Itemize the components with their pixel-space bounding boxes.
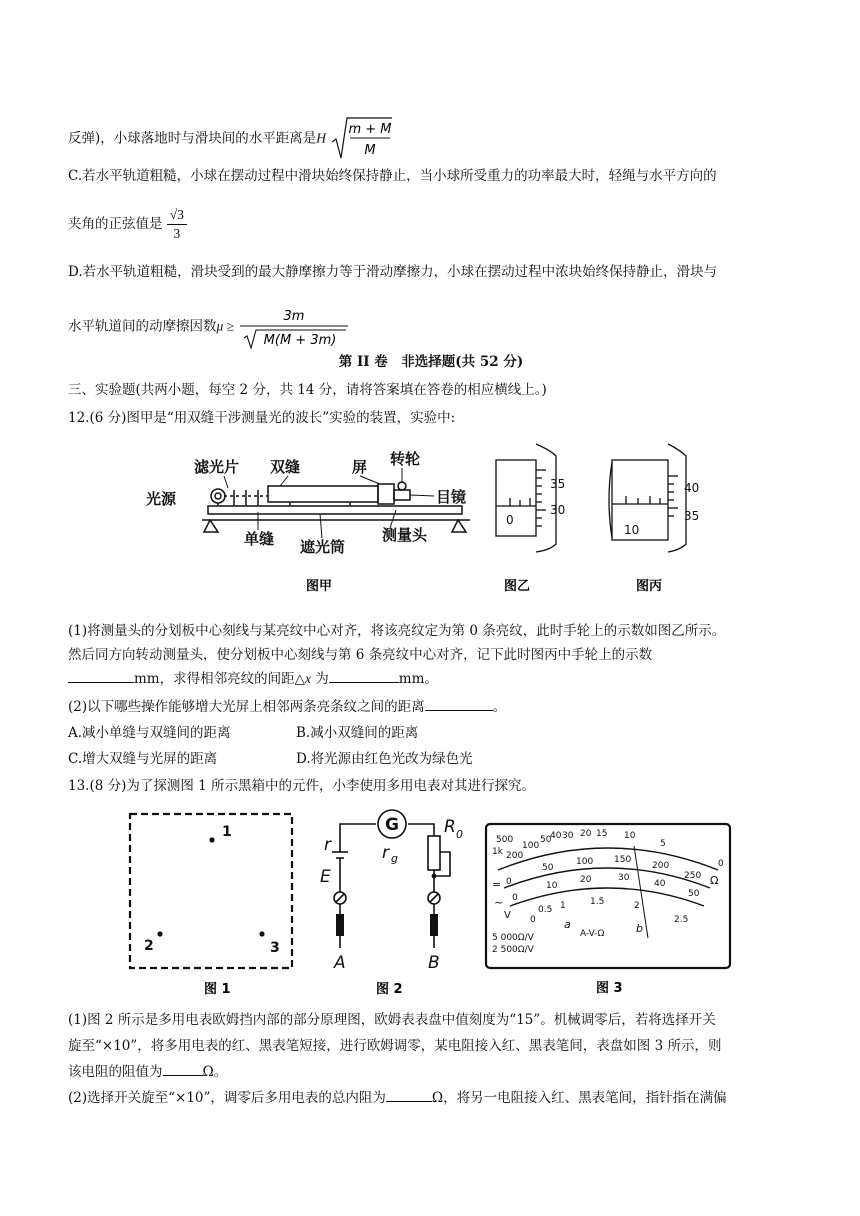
interference-apparatus xyxy=(202,482,470,532)
v-symbol: V xyxy=(504,910,511,921)
label-tube: 遮光筒 xyxy=(300,538,346,556)
dc-200: 200 xyxy=(652,861,670,871)
text: mm，求得相邻亮纹的间距△ xyxy=(134,671,305,687)
dc-150: 150 xyxy=(614,855,632,865)
text: mm。 xyxy=(398,671,438,687)
math-x: x xyxy=(304,671,311,686)
frac-num: m + M xyxy=(348,122,392,137)
text: Ω，将另一电阻接入红、黑表笔间，指针指在满偏 xyxy=(431,1090,727,1106)
sqrt-sign-icon xyxy=(238,304,350,350)
ohm-0: 0 xyxy=(718,859,724,869)
caption-fig-b: 图乙 xyxy=(504,579,531,594)
low-1-5: 1.5 xyxy=(590,897,605,907)
ac-20: 20 xyxy=(580,875,592,885)
ohm-40: 40 xyxy=(550,831,562,841)
label-head: 测量头 xyxy=(382,526,428,544)
math-mu: μ ≥ xyxy=(216,318,235,334)
tick-c-40: 40 xyxy=(684,481,700,495)
label-double-slit: 双缝 xyxy=(270,458,301,476)
q13-fig3-meter xyxy=(484,820,734,998)
sqrt-sign-icon xyxy=(330,116,394,162)
terminal-2 xyxy=(157,931,162,936)
sqrt-fraction xyxy=(330,116,394,162)
q12-part2 xyxy=(68,697,794,717)
q12-part1-line1: (1)将测量头的分划板中心刻线与某亮纹中心对齐，将该亮纹定为第 0 条亮纹，此时手轮上的示数如图乙所示。 xyxy=(68,623,726,639)
terminal-1 xyxy=(209,837,214,842)
spec-1: 5 000Ω/V xyxy=(492,933,534,943)
dc-50: 50 xyxy=(542,863,554,873)
frac-den: 3 xyxy=(173,226,181,241)
q13-part1-line2: 旋至“×10”，将多用电表的红、黑表笔短接，进行欧姆调零，某电阻接入红、黑表笔间，表盘如图 3 所示，则 xyxy=(68,1038,722,1054)
galvanometer-icon: G xyxy=(385,815,399,835)
low-0: 0 xyxy=(530,915,536,925)
probe-a xyxy=(336,914,344,936)
caption-fig-a: 图甲 xyxy=(306,579,333,594)
ac-10: 10 xyxy=(546,881,558,891)
tick-c-35: 35 xyxy=(684,509,700,523)
text: Ω。 xyxy=(202,1064,228,1080)
frac-num: √3 xyxy=(167,206,187,225)
q11-option-b-tail xyxy=(68,116,794,162)
tick-b-0: 0 xyxy=(506,513,514,527)
label-light-source: 光源 xyxy=(146,490,177,508)
frac-num: 3m xyxy=(283,309,305,324)
low-1: 1 xyxy=(560,901,566,911)
label-r: r xyxy=(324,835,331,855)
label-filter: 滤光片 xyxy=(194,458,240,476)
label-rg-sub: g xyxy=(391,852,398,865)
label-eyepiece: 目镜 xyxy=(436,488,467,506)
caption-fig1: 图 1 xyxy=(204,982,231,997)
probe-b xyxy=(430,914,438,936)
low-0-5: 0.5 xyxy=(538,905,553,915)
q12-part1-line3 xyxy=(68,669,794,689)
q11-option-d-line1: D.若水平轨道粗糙，滑块受到的最大静摩擦力等于滑动摩擦力，小球在摆动过程中浓块始终保持静止，滑块与 xyxy=(68,264,718,280)
option-c: C.增大双缝与光屏的距离 xyxy=(68,751,218,767)
q12-options-ab xyxy=(68,723,794,743)
pointer-a-label: a xyxy=(564,918,571,931)
frac-den: M(M + 3m) xyxy=(264,333,337,348)
low-2-5: 2.5 xyxy=(674,915,689,925)
label-r0-sub: 0 xyxy=(456,828,463,841)
label-r0: R xyxy=(444,817,456,837)
ac-30: 30 xyxy=(618,873,630,883)
fraction xyxy=(167,206,187,243)
q13-part1-line1: (1)图 2 所示是多用电表欧姆挡内部的部分原理图，欧姆表表盘中值刻度为“15”。机械调零后，若将选择开关 xyxy=(68,1012,716,1028)
ohm-20: 20 xyxy=(580,829,592,839)
math-h: H xyxy=(316,130,327,146)
q12-figure xyxy=(140,440,720,600)
ohm-200: 200 xyxy=(506,851,524,861)
q13-stem: 13.(8 分)为了探测图 1 所示黑箱中的元件，小李使用多用电表对其进行探究。 xyxy=(68,778,536,794)
q13-fig1 xyxy=(124,808,304,998)
micrometer-b xyxy=(496,444,556,552)
tick-c-10: 10 xyxy=(624,523,640,537)
black-box xyxy=(130,814,292,968)
answer-blank[interactable] xyxy=(425,710,493,711)
scale-1k: 1k xyxy=(492,847,503,857)
ac-50: 50 xyxy=(688,889,700,899)
caption-fig2: 图 2 xyxy=(376,982,403,997)
option-d: D.将光源由红色光改为绿色光 xyxy=(296,751,473,767)
label-3: 3 xyxy=(270,940,280,956)
q13-part1-line3 xyxy=(68,1062,794,1082)
text: 夹角的正弦值是 xyxy=(68,216,163,232)
section-ii-title: 第 II 卷 非选择题(共 52 分) xyxy=(338,354,524,370)
text: 为 xyxy=(310,671,329,687)
ac-symbol: ~ xyxy=(494,896,504,909)
ohm-500: 500 xyxy=(496,835,514,845)
label-rg: r xyxy=(382,843,389,863)
q12-options-cd xyxy=(68,749,794,769)
tick-b-35: 35 xyxy=(550,477,566,491)
caption-fig-c: 图丙 xyxy=(636,579,663,594)
label-single-slit: 单缝 xyxy=(244,530,275,548)
dc-250: 250 xyxy=(684,871,702,881)
text: 该电阻的阻值为 xyxy=(68,1064,163,1080)
label-e: E xyxy=(320,867,331,887)
terminal-3 xyxy=(259,931,264,936)
label-screen: 屏 xyxy=(352,458,368,476)
label-a: A xyxy=(334,953,346,973)
q12-stem: 12.(6 分)图甲是“用双缝干涉测量光的波长”实验的装置，实验中: xyxy=(68,410,456,426)
text: (2)以下哪些操作能够增大光屏上相邻两条亮条纹之间的距离 xyxy=(68,699,425,715)
q11-option-c-line1: C.若水平轨道粗糙，小球在摆动过程中滑块始终保持静止，当小球所受重力的功率最大时，轻绳与水平方向的 xyxy=(68,168,717,184)
q13-part2 xyxy=(68,1088,794,1108)
label-2: 2 xyxy=(144,938,154,954)
label-b: B xyxy=(428,953,440,973)
section-iii-title: 三、实验题(共两小题，每空 2 分，共 14 分，请将答案填在答卷的相应横线上。) xyxy=(68,382,547,398)
option-a: A.减小单缝与双缝间的距离 xyxy=(68,725,231,741)
text: 反弹)，小球落地时与滑块间的水平距离是 xyxy=(68,130,317,147)
ohm-50: 50 xyxy=(540,835,552,845)
q11-option-c-line2 xyxy=(68,206,794,243)
caption-fig3: 图 3 xyxy=(596,981,623,996)
tick-b-30: 30 xyxy=(550,503,566,517)
ac-40: 40 xyxy=(654,879,666,889)
text: (2)选择开关旋至“×10”，调零后多用电表的总内阻为 xyxy=(68,1090,386,1106)
ac-0: 0 xyxy=(512,893,518,903)
dc-0: 0 xyxy=(506,877,512,887)
answer-blank[interactable] xyxy=(163,1075,203,1076)
avo-label: A-V-Ω xyxy=(580,929,605,939)
ohm-5: 5 xyxy=(660,839,666,849)
dc-symbol: = xyxy=(492,878,502,891)
pointer-b-label: b xyxy=(636,922,643,935)
ohm-100: 100 xyxy=(522,841,540,851)
spec-2: 2 500Ω/V xyxy=(492,945,534,955)
omega-symbol: Ω xyxy=(710,874,719,887)
fraction-sqrt xyxy=(238,304,350,350)
q11-option-d-line2 xyxy=(68,304,794,350)
ohm-10: 10 xyxy=(624,831,636,841)
low-2: 2 xyxy=(634,901,640,911)
ohm-30: 30 xyxy=(562,831,574,841)
answer-blank[interactable] xyxy=(386,1101,432,1102)
label-1: 1 xyxy=(222,824,232,840)
q13-fig2 xyxy=(310,802,470,998)
answer-blank[interactable] xyxy=(329,682,399,683)
answer-blank[interactable] xyxy=(68,682,134,683)
q12-part1-line2: 然后同方向转动测量头，使分划板中心刻线与第 6 条亮纹中心对齐，记下此时图丙中手轮上的示数 xyxy=(68,647,653,663)
label-wheel: 转轮 xyxy=(390,450,421,468)
option-b: B.减小双缝间的距离 xyxy=(296,725,419,741)
micrometer-c xyxy=(609,444,686,552)
frac-den: M xyxy=(364,143,376,158)
text: 。 xyxy=(492,699,507,715)
ohm-15: 15 xyxy=(596,829,608,839)
dc-100: 100 xyxy=(576,857,594,867)
text: 水平轨道间的动摩擦因数 xyxy=(68,318,217,335)
